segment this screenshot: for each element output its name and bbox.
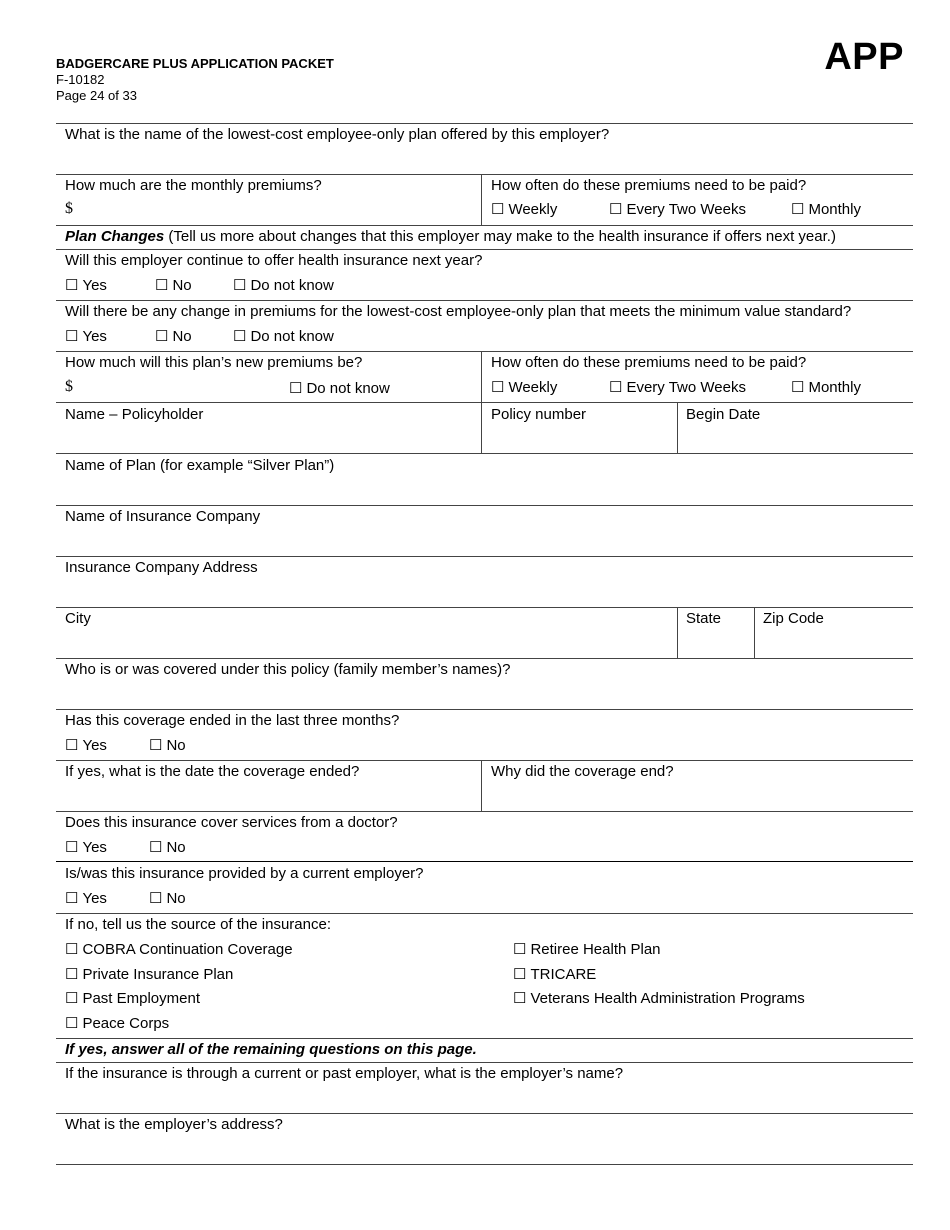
ended-yes-checkbox[interactable] [65, 736, 107, 754]
checkbox-label: No [166, 737, 186, 754]
plan-changes-label: Plan Changes [65, 228, 165, 245]
checkbox-label: Veterans Health Administration Programs [530, 990, 805, 1007]
new-premiums-question: How much will this plan’s new premiums be? [65, 354, 363, 371]
current-employer-question: Is/was this insurance provided by a current employer? [65, 865, 424, 882]
divider [481, 760, 482, 811]
checkbox-icon: ☐ [155, 328, 169, 345]
rule [56, 811, 913, 812]
coverage-end-date-field[interactable]: If yes, what is the date the coverage ended? [65, 763, 360, 780]
veterans-checkbox[interactable] [513, 989, 805, 1007]
retiree-plan-checkbox[interactable] [513, 940, 661, 958]
checkbox-label: Every Two Weeks [626, 379, 746, 396]
checkbox-icon: ☐ [65, 966, 79, 983]
rule [56, 1038, 913, 1039]
checkbox-label: COBRA Continuation Coverage [82, 941, 293, 958]
rule [56, 709, 913, 710]
change-dont-know-checkbox[interactable] [233, 327, 334, 345]
checkbox-label: Weekly [508, 379, 558, 396]
checkbox-icon: ☐ [491, 201, 505, 218]
rule [56, 1113, 913, 1114]
checkbox-label: No [172, 277, 192, 294]
monthly-premiums-amount[interactable]: $ [65, 200, 73, 217]
rule [56, 556, 913, 557]
checkbox-icon: ☐ [491, 379, 505, 396]
rule [56, 760, 913, 761]
lowest-plan-question: What is the name of the lowest-cost employee-only plan offered by this employer? [65, 126, 610, 143]
plan-changes-heading [65, 228, 836, 245]
new-frequency-question: How often do these premiums need to be paid? [491, 354, 807, 371]
divider [481, 351, 482, 453]
checkbox-icon: ☐ [149, 737, 163, 754]
checkbox-icon: ☐ [513, 990, 527, 1007]
rule [56, 1164, 913, 1165]
every-two-weeks-checkbox[interactable] [609, 200, 746, 218]
new-weekly-checkbox[interactable] [491, 378, 557, 396]
ended-no-checkbox[interactable] [149, 736, 186, 754]
continue-offer-question: Will this employer continue to offer health insurance next year? [65, 252, 483, 269]
plan-name-field[interactable]: Name of Plan (for example “Silver Plan”) [65, 457, 335, 474]
coverage-end-reason-field[interactable]: Why did the coverage end? [491, 763, 674, 780]
rule [56, 861, 913, 862]
private-plan-checkbox[interactable] [65, 965, 233, 983]
continue-no-checkbox[interactable] [155, 276, 192, 294]
policy-number-field[interactable]: Policy number [491, 406, 587, 423]
insurance-company-field[interactable]: Name of Insurance Company [65, 508, 261, 525]
peace-corps-checkbox[interactable] [65, 1014, 169, 1032]
change-no-checkbox[interactable] [155, 327, 192, 345]
continue-yes-checkbox[interactable] [65, 276, 107, 294]
divider [677, 402, 678, 453]
change-yes-checkbox[interactable] [65, 327, 107, 345]
insurance-source-question: If no, tell us the source of the insurance: [65, 916, 331, 933]
zip-code-field[interactable]: Zip Code [763, 610, 824, 627]
rule [56, 351, 913, 352]
new-premiums-dont-know-checkbox[interactable] [289, 379, 390, 397]
app-mark: APP [824, 36, 904, 78]
doctor-services-question: Does this insurance cover services from a doctor? [65, 814, 398, 831]
rule [56, 607, 913, 608]
checkbox-icon: ☐ [233, 277, 247, 294]
new-every-two-weeks-checkbox[interactable] [609, 378, 746, 396]
checkbox-label: Yes [82, 839, 107, 856]
checkbox-label: Yes [82, 737, 107, 754]
rule [56, 249, 913, 250]
monthly-checkbox[interactable] [791, 200, 861, 218]
checkbox-label: Retiree Health Plan [530, 941, 661, 958]
checkbox-label: Past Employment [82, 990, 200, 1007]
checkbox-label: Yes [82, 890, 107, 907]
checkbox-label: Monthly [808, 379, 861, 396]
checkbox-icon: ☐ [155, 277, 169, 294]
checkbox-label: TRICARE [530, 966, 597, 983]
rule [56, 225, 913, 226]
checkbox-icon: ☐ [513, 966, 527, 983]
policyholder-field[interactable]: Name – Policyholder [65, 406, 204, 423]
rule [56, 174, 913, 175]
rule [56, 913, 913, 914]
checkbox-label: Private Insurance Plan [82, 966, 234, 983]
checkbox-icon: ☐ [65, 1015, 79, 1032]
divider [754, 607, 755, 658]
new-monthly-checkbox[interactable] [791, 378, 861, 396]
divider [677, 607, 678, 658]
premium-change-question: Will there be any change in premiums for the lowest-cost employee-only plan that meets the minimum value standard? [65, 303, 852, 320]
checkbox-icon: ☐ [149, 839, 163, 856]
checkbox-icon: ☐ [65, 890, 79, 907]
rule [56, 453, 913, 454]
state-field[interactable]: State [686, 610, 722, 627]
form-number: F-10182 [56, 72, 105, 87]
checkbox-icon: ☐ [65, 990, 79, 1007]
checkbox-label: Monthly [808, 201, 861, 218]
past-employment-checkbox[interactable] [65, 989, 200, 1007]
company-address-field[interactable]: Insurance Company Address [65, 559, 258, 576]
employer-no-checkbox[interactable] [149, 889, 186, 907]
checkbox-icon: ☐ [65, 941, 79, 958]
doctor-no-checkbox[interactable] [149, 838, 186, 856]
checkbox-label: Yes [82, 277, 107, 294]
checkbox-icon: ☐ [65, 737, 79, 754]
premium-frequency-question: How often do these premiums need to be paid? [491, 177, 807, 194]
checkbox-label: Peace Corps [82, 1015, 170, 1032]
checkbox-label: Every Two Weeks [626, 201, 746, 218]
checkbox-icon: ☐ [791, 201, 805, 218]
checkbox-label: Weekly [508, 201, 558, 218]
checkbox-label: Yes [82, 328, 107, 345]
divider [481, 174, 482, 225]
checkbox-icon: ☐ [609, 201, 623, 218]
rule [56, 505, 913, 506]
rule [56, 402, 913, 403]
monthly-premiums-question: How much are the monthly premiums? [65, 177, 322, 194]
weekly-checkbox[interactable] [491, 200, 557, 218]
continue-dont-know-checkbox[interactable] [233, 276, 334, 294]
checkbox-label: Do not know [306, 380, 390, 397]
page-number: Page 24 of 33 [56, 88, 137, 103]
rule [56, 300, 913, 301]
cobra-checkbox[interactable] [65, 940, 293, 958]
checkbox-icon: ☐ [233, 328, 247, 345]
remaining-questions-instruction: If yes, answer all of the remaining questions on this page. [65, 1041, 477, 1058]
employer-address-field[interactable]: What is the employer’s address? [65, 1116, 283, 1133]
begin-date-field[interactable]: Begin Date [686, 406, 761, 423]
checkbox-icon: ☐ [791, 379, 805, 396]
employer-name-field[interactable]: If the insurance is through a current or past employer, what is the employer’s name? [65, 1065, 624, 1082]
new-premiums-amount[interactable]: $ [65, 378, 73, 395]
rule [56, 123, 913, 124]
employer-yes-checkbox[interactable] [65, 889, 107, 907]
doctor-yes-checkbox[interactable] [65, 838, 107, 856]
packet-title: BADGERCARE PLUS APPLICATION PACKET [56, 56, 334, 71]
checkbox-icon: ☐ [65, 277, 79, 294]
rule [56, 1062, 913, 1063]
checkbox-label: Do not know [250, 328, 334, 345]
covered-members-field[interactable]: Who is or was covered under this policy (family member’s names)? [65, 661, 511, 678]
city-field[interactable]: City [65, 610, 91, 627]
checkbox-icon: ☐ [609, 379, 623, 396]
checkbox-icon: ☐ [149, 890, 163, 907]
coverage-ended-question: Has this coverage ended in the last three months? [65, 712, 400, 729]
checkbox-label: No [172, 328, 192, 345]
checkbox-icon: ☐ [289, 380, 303, 397]
rule [56, 658, 913, 659]
checkbox-label: No [166, 839, 186, 856]
plan-changes-text: (Tell us more about changes that this employer may make to the health insurance if offers next year.) [164, 228, 836, 245]
checkbox-icon: ☐ [513, 941, 527, 958]
checkbox-icon: ☐ [65, 328, 79, 345]
checkbox-icon: ☐ [65, 839, 79, 856]
checkbox-label: Do not know [250, 277, 334, 294]
checkbox-label: No [166, 890, 186, 907]
tricare-checkbox[interactable] [513, 965, 596, 983]
